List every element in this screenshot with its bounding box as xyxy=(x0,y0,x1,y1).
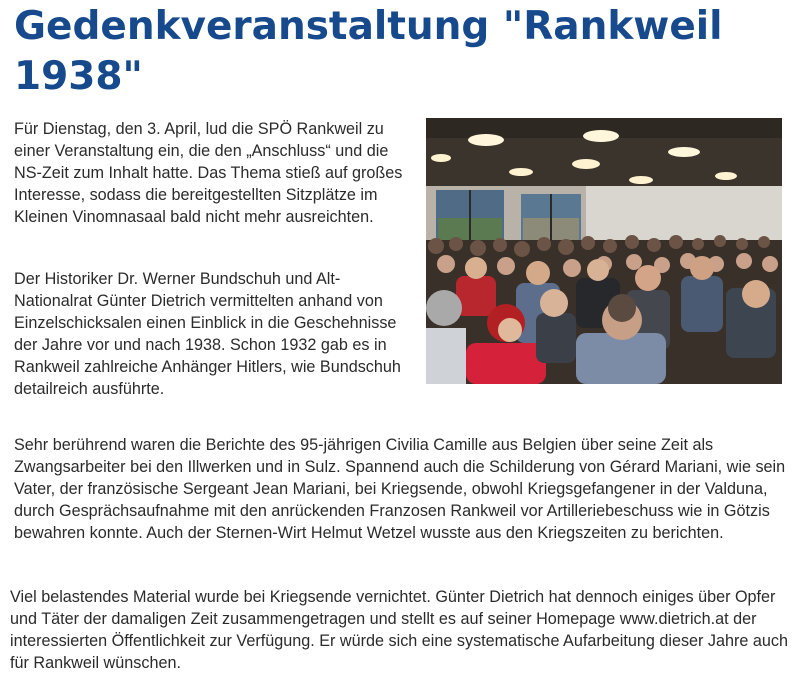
article-paragraph-4: Viel belastendes Material wurde bei Kriegsende vernichtet. Günter Dietrich hat dennoch einiges über Opfer und Täter der damaligen Zeit zusammengetragen und stellt es auf seiner Homepage www.dietrich.at der interessierten Öffentlichkeit zur Verfügung. Er würde sich eine systematische Aufarbeitung dieser Jahre auch für Rankweil wünschen. xyxy=(10,588,789,672)
article-title: Gedenkveranstaltung "Rankweil 1938" xyxy=(14,4,723,99)
article-paragraph-3: Sehr berührend waren die Berichte des 95-jährigen Civilia Camille aus Belgien über seine Zeit als Zwangsarbeiter bei den Illwerken und in Sulz. Spannend auch die Schilderung von Gérard Mariani, wie sein Vater, der französische Sergeant Jean Mariani, bei Kriegsende, obwohl Kriegsgefangener in der Valduna, durch Gesprächsaufnahme mit den anrückenden Franzosen Rankweil vor Artilleriebeschuss wie in Götzis bewahren konnte. Auch der Sternen-Wirt Helmut Wetzel wusste aus den Kriegszeiten zu berichten. xyxy=(14,436,786,542)
article-paragraph-1: Für Dienstag, den 3. April, lud die SPÖ Rankweil zu einer Veranstaltung ein, die den „Anschluss“ und die NS-Zeit zum Inhalt hatte. Das Thema stieß auf großes Interesse, sodass die bereitgestellten Sitzplätze im Kleinen Vinomnasaal bald nicht mehr ausreichten. xyxy=(14,120,403,226)
event-audience-photo xyxy=(426,118,782,384)
article-paragraph-2: Der Historiker Dr. Werner Bundschuh und Alt-Nationalrat Günter Dietrich vermittelten anhand von Einzelschicksalen einen Einblick in die Geschehnisse der Jahre vor und nach 1938. Schon 1932 gab es in Rankweil zahlreiche Anhänger Hitlers, wie Bundschuh detailreich ausführte. xyxy=(14,270,401,398)
